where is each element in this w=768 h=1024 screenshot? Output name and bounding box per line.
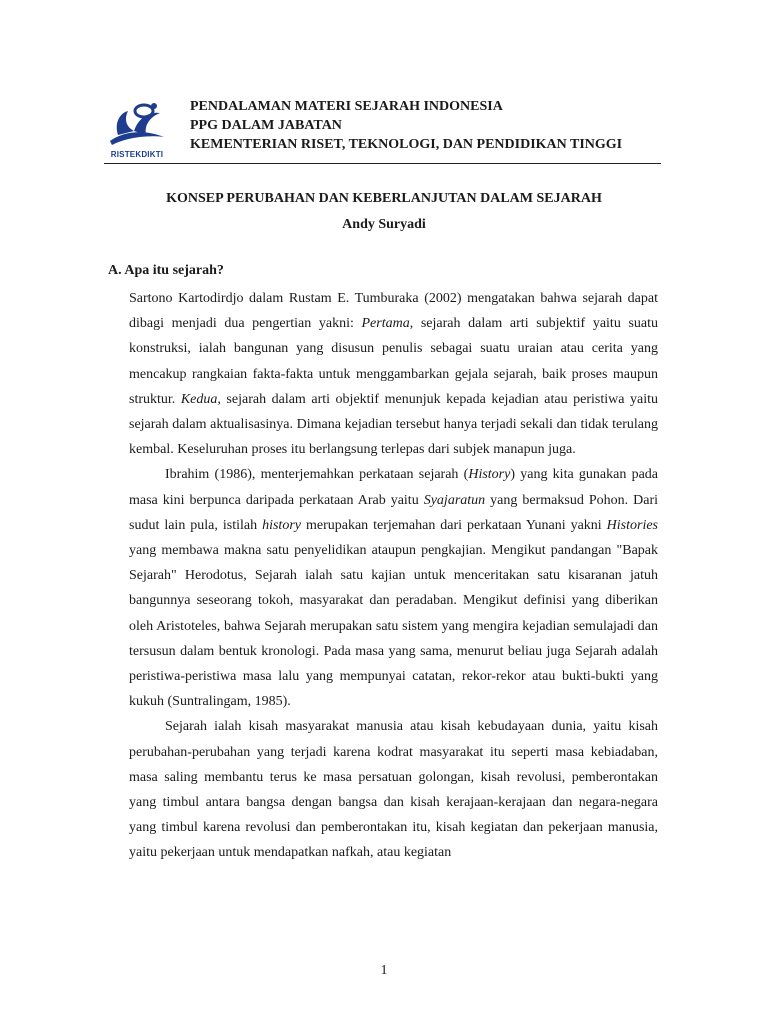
header-line-program: PENDALAMAN MATERI SEJARAH INDONESIA	[190, 99, 503, 114]
document-header	[104, 97, 660, 163]
paragraph-2: Ibrahim (1986), menterjemahkan perkataan sejarah (History) yang kita gunakan pada masa kini berpunca daripada perkataan Arab yaitu Syajaratun yang bermaksud Pohon. Dari sudut lain pula, istilah history merupakan terjemahan dari perkataan Yunani yakni Histories yang membawa makna satu penyelidikan ataupun pengkajian. Mengikut pandangan "Bapak Sejarah" Herodotus, Sejarah ialah satu kajian untuk menceritakan satu kisaranan jatuh bangunnya seseorang tokoh, masyarakat dan peradaban. Mengikut definisi yang diberikan oleh Aristoteles, bahwa Sejarah merupakan satu sistem yang mengira kejadian semulajadi dan tersusun dalam bentuk kronologi. Pada masa yang sama, menurut beliau juga Sejarah adalah peristiwa-peristiwa masa lalu yang mempunyai catatan, rekor-rekor atau bukti-bukti yang kukuh (Suntralingam, 1985).	[129, 467, 659, 710]
header-line-ministry: KEMENTERIAN RISET, TEKNOLOGI, DAN PENDIDIKAN TINGGI	[190, 137, 623, 152]
document-author: Andy Suryadi	[342, 217, 426, 232]
ristekdikti-logo	[104, 101, 170, 161]
paragraph-3: Sejarah ialah kisah masyarakat manusia atau kisah kebudayaan dunia, yaitu kisah perubahan-perubahan yang terjadi karena kodrat masyarakat itu seperti masa kebiadaban, masa saling membantu terus ke masa persatuan golongan, kisah revolusi, pemberontakan yang timbul antara bangsa dengan bangsa dan kisah kerajaan-kerajaan dan negara-negara yang timbul karena revolusi dan pemberontakan itu, kisah kegiatan dan pekerjaan manusia, yaitu pekerjaan untuk mendapatkan nafkah, atau kegiatan	[129, 719, 658, 861]
header-text	[190, 97, 622, 154]
header-divider	[104, 163, 661, 164]
paragraph-1: Sartono Kartodirdjo dalam Rustam E. Tumburaka (2002) mengatakan bahwa sejarah dapat dibagi menjadi dua pengertian yakni: Pertama, sejarah dalam arti subjektif yaitu suatu konstruksi, ialah bangunan yang disusun penulis sebagai suatu uraian atau cerita yang mencakup rangkaian fakta-fakta untuk menggambarkan gejala sejarah, baik proses maupun struktur. Kedua, sejarah dalam arti objektif menunjuk kepada kejadian atau peristiwa yaitu sejarah dalam aktualisasinya. Dimana kejadian tersebut hanya terjadi sekali dan tidak terulang kembal. Keseluruhan proses itu berlangsung terlepas dari subjek manapun juga.	[129, 291, 659, 458]
document-body	[129, 286, 658, 866]
section-heading: A. Apa itu sejarah?	[108, 263, 224, 278]
header-line-ppg: PPG DALAM JABATAN	[190, 118, 342, 133]
ristekdikti-emblem-icon	[104, 101, 170, 151]
document-title: KONSEP PERUBAHAN DAN KEBERLANJUTAN DALAM SEJARAH	[166, 191, 602, 206]
logo-wordmark: RISTEKDIKTI	[110, 150, 164, 159]
page-number: 1	[380, 963, 388, 978]
